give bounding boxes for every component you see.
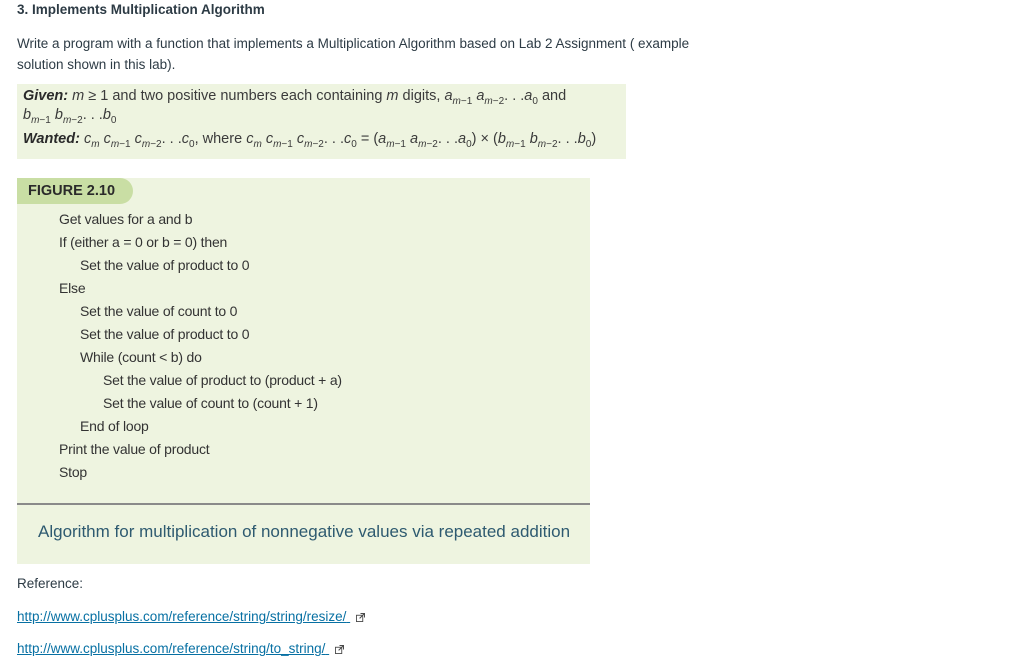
- code-line: Set the value of product to (product + a): [103, 372, 342, 388]
- given-text: m ≥ 1 and two positive numbers each containing m digits, $a_{m-1}$ $a_{m-2}$. . $.a_0$ and: [72, 88, 567, 107]
- code-line: Set the value of count to 0: [80, 303, 238, 319]
- b-terms: $b_{m-1}$ $b_{m-2}$. . $.b_0$: [23, 107, 117, 126]
- external-link-icon: [356, 613, 365, 622]
- figure-divider: [17, 503, 590, 505]
- code-line: End of loop: [80, 418, 149, 434]
- reference-label: Reference:: [17, 576, 84, 591]
- figure-label: FIGURE 2.10: [17, 178, 133, 204]
- wanted-text: $c_m$ $c_{m-1}$ $c_{m-2}$. . $.c_0$, where $c_m$ $c_{m-1}$ $c_{m-2}$. . $.c_0 = (a_{m-1}$ $a_{m-2}$. . $.a_0) \times (b_{m-1}$ $b_{m-2}$. . $.b_0$): [83, 131, 597, 150]
- link-text[interactable]: http://www.cplusplus.com/reference/string/to_string/: [17, 641, 326, 656]
- code-line: Set the value of count to (count + 1): [103, 395, 318, 411]
- code-line: Print the value of product: [59, 441, 210, 457]
- code-line: If (either a = 0 or b = 0) then: [59, 234, 228, 250]
- code-line: Set the value of product to 0: [80, 257, 250, 273]
- external-link-icon: [335, 645, 344, 654]
- code-line: Get values for a and b: [59, 211, 193, 227]
- intro-paragraph: Write a program with a function that implements a Multiplication Algorithm based on Lab 2 Assignment ( example solution shown in this lab).: [17, 36, 690, 72]
- code-line: Set the value of product to 0: [80, 326, 250, 342]
- given-line: [23, 88, 566, 107]
- code-line: While (count < b) do: [80, 349, 202, 365]
- reference-link-resize[interactable]: [17, 609, 365, 624]
- section-heading: 3. Implements Multiplication Algorithm: [17, 2, 265, 17]
- wanted-label: Wanted:: [23, 131, 80, 147]
- figure-caption: Algorithm for multiplication of nonnegative values via repeated addition: [38, 522, 571, 541]
- figure-2-10: [17, 178, 590, 564]
- link-text[interactable]: http://www.cplusplus.com/reference/string/string/resize/: [17, 609, 347, 624]
- reference-link-to-string[interactable]: [17, 641, 344, 656]
- code-line: Stop: [59, 464, 87, 480]
- given-label: Given:: [23, 88, 69, 104]
- code-line: Else: [59, 280, 86, 296]
- given-wanted-box: [17, 84, 626, 159]
- given-line-2: [23, 107, 116, 126]
- wanted-line: [23, 131, 596, 150]
